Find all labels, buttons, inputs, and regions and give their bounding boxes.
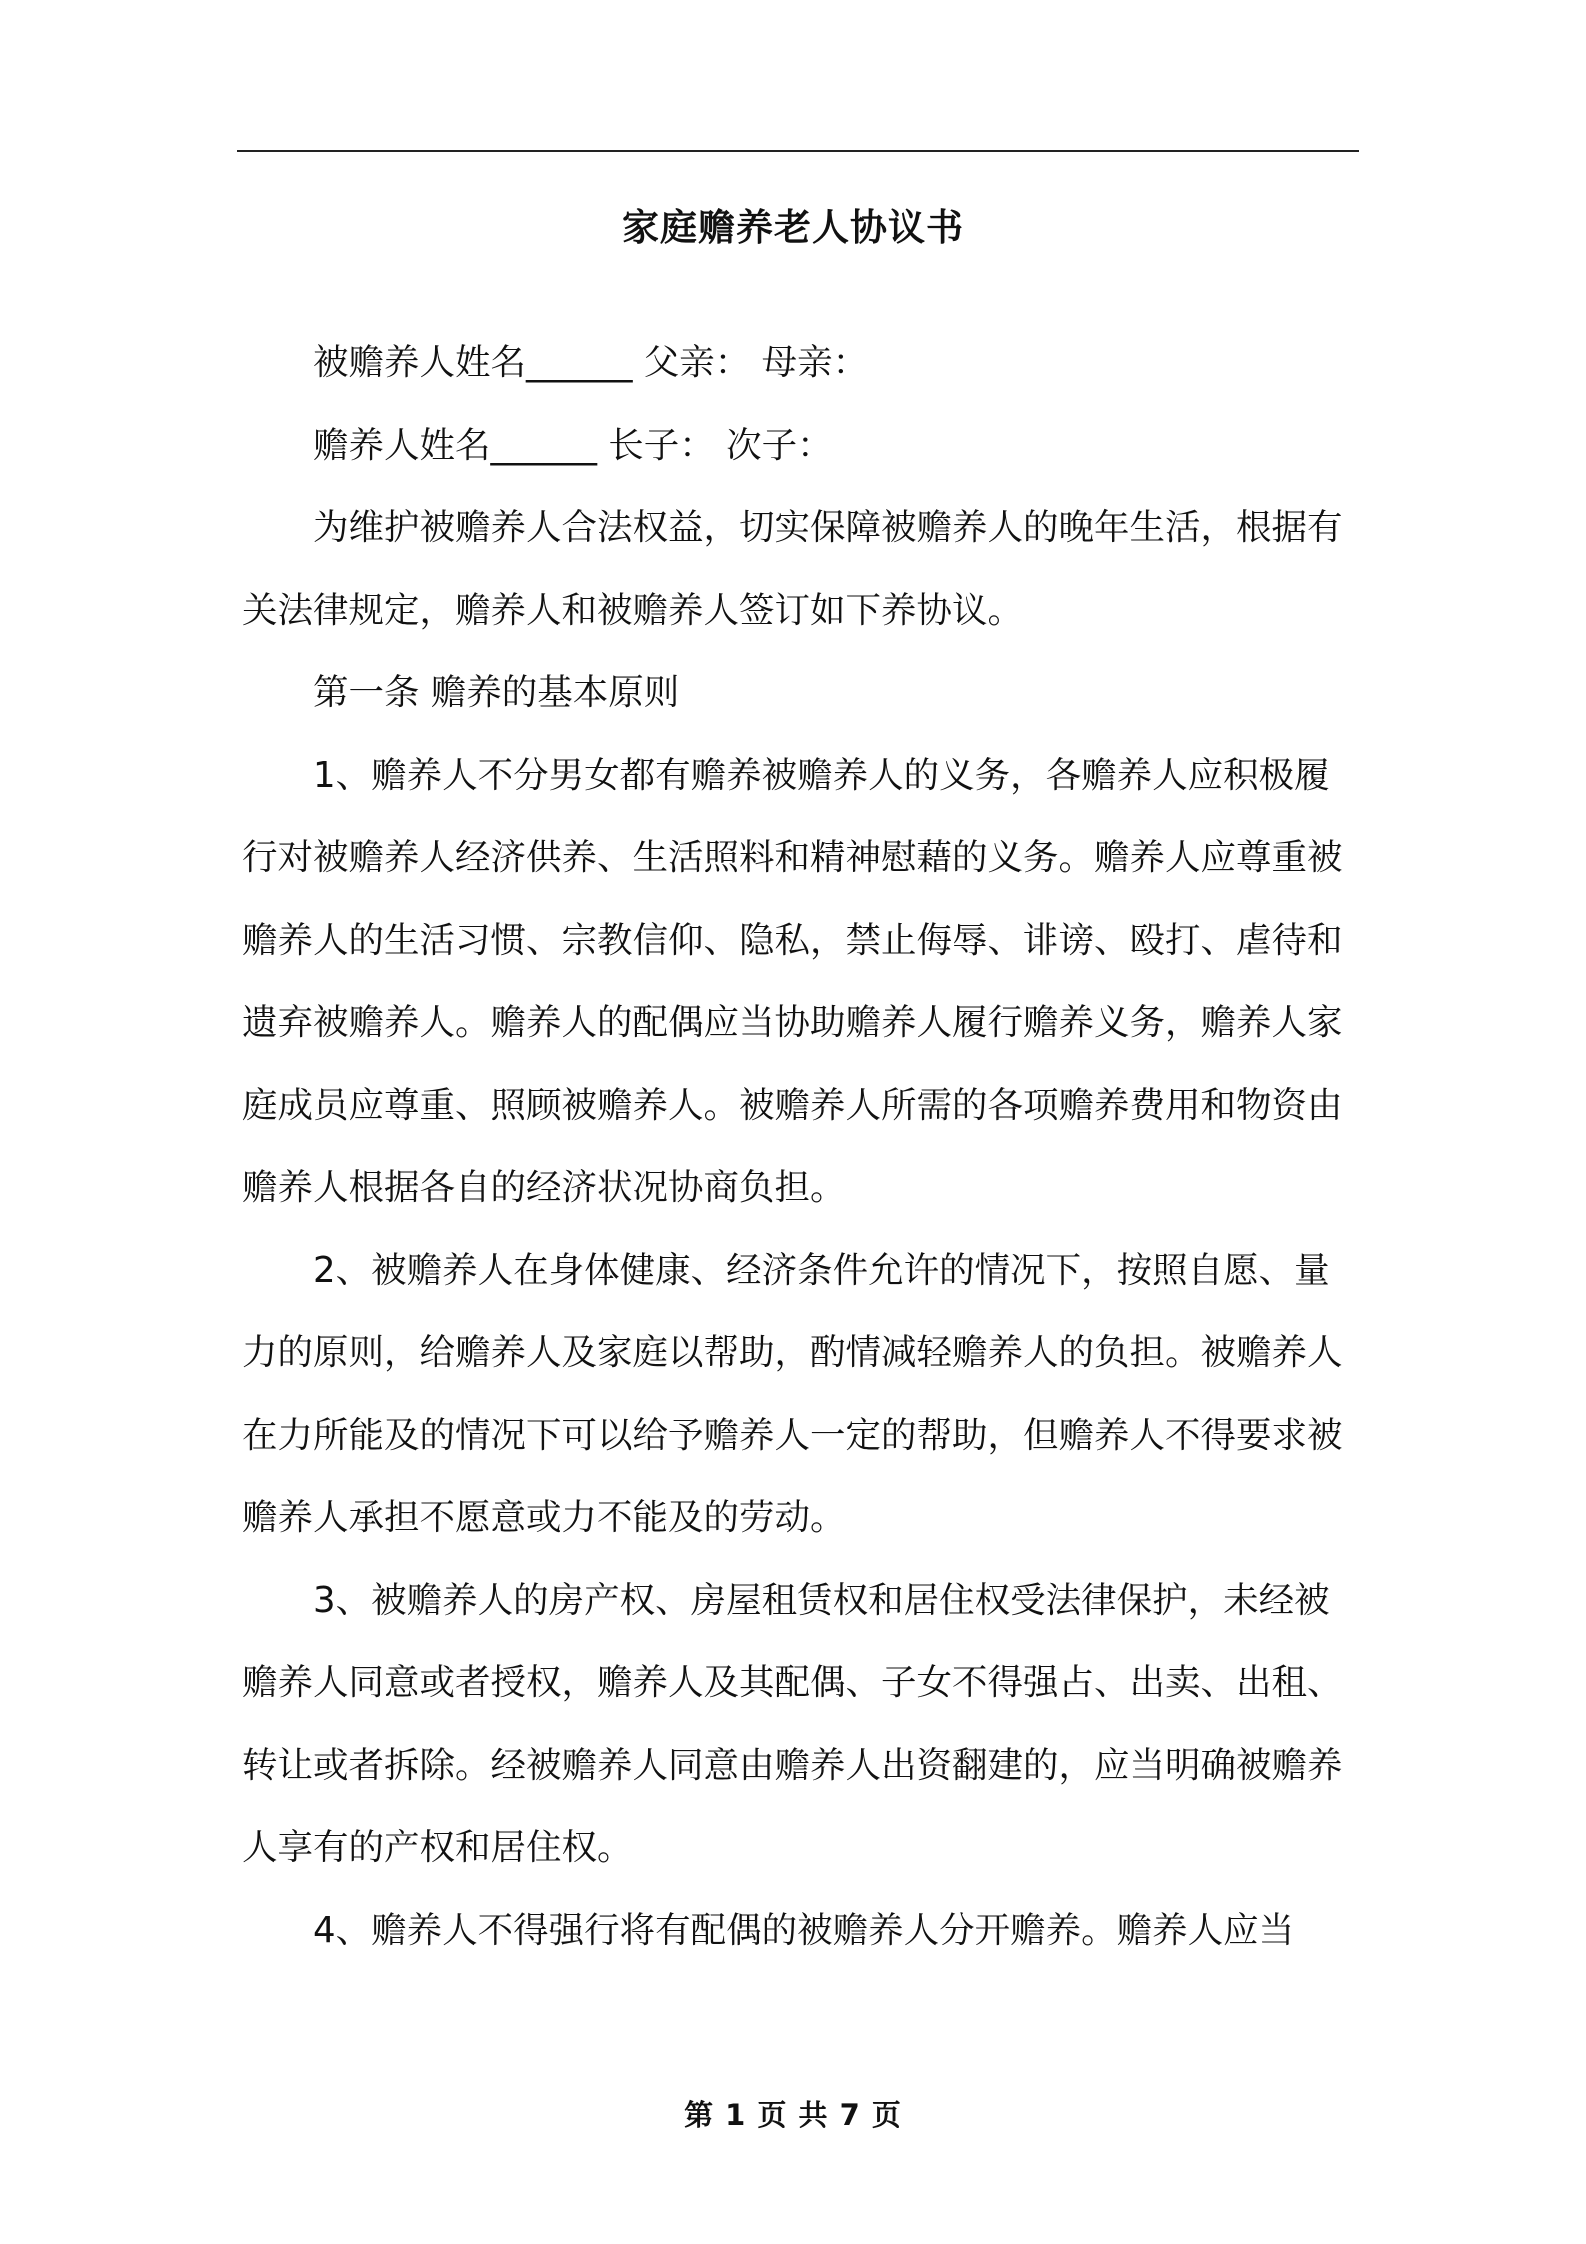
paragraph-clause-1: 1、赡养人不分男女都有赡养被赡养人的义务，各赡养人应积极履行对被赡养人经济供养、生活照料和精神慰藉的义务。赡养人应尊重被赡养人的生活习惯、宗教信仰、隐私，禁止侮辱、诽谤、殴打、虐待和遗弃被赡养人。赡养人的配偶应当协助赡养人履行赡养义务，赡养人家庭成员应尊重、照顾被赡养人。被赡养人所需的各项赡养费用和物资由赡养人根据各自的经济状况协商负担。 [242, 754, 1343, 1208]
paragraph-clause-4: 4、赡养人不得强行将有配偶的被赡养人分开赡养。赡养人应当 [313, 1909, 1295, 1951]
paragraph-article-heading: 第一条 赡养的基本原则 [313, 672, 680, 713]
paragraph-preamble: 为维护被赡养人合法权益，切实保障被赡养人的晚年生活，根据有关法律规定，赡养人和被赡养人签订如下养协议。 [242, 507, 1343, 631]
document-body [242, 322, 1362, 1972]
paragraph-supporter-name: 赡养人姓名______ 长子： 次子： [313, 424, 833, 466]
paragraph-clause-2: 2、被赡养人在身体健康、经济条件允许的情况下，按照自愿、量力的原则，给赡养人及家庭以帮助，酌情减轻赡养人的负担。被赡养人在力所能及的情况下可以给予赡养人一定的帮助，但赡养人不得要求被赡养人承担不愿意或力不能及的劳动。 [242, 1249, 1343, 1538]
paragraph-clause-3: 3、被赡养人的房产权、房屋租赁权和居住权受法律保护，未经被赡养人同意或者授权，赡养人及其配偶、子女不得强占、出卖、出租、转让或者拆除。经被赡养人同意由赡养人出资翻建的，应当明确被赡养人享有的产权和居住权。 [242, 1579, 1343, 1868]
document-title: 家庭赡养老人协议书 [622, 206, 964, 249]
paragraph-dependent-name: 被赡养人姓名______ 父亲： 母亲： [313, 342, 869, 383]
page-footer: 第 1 页 共 7 页 [684, 2098, 902, 2132]
header-rule [237, 150, 1359, 152]
